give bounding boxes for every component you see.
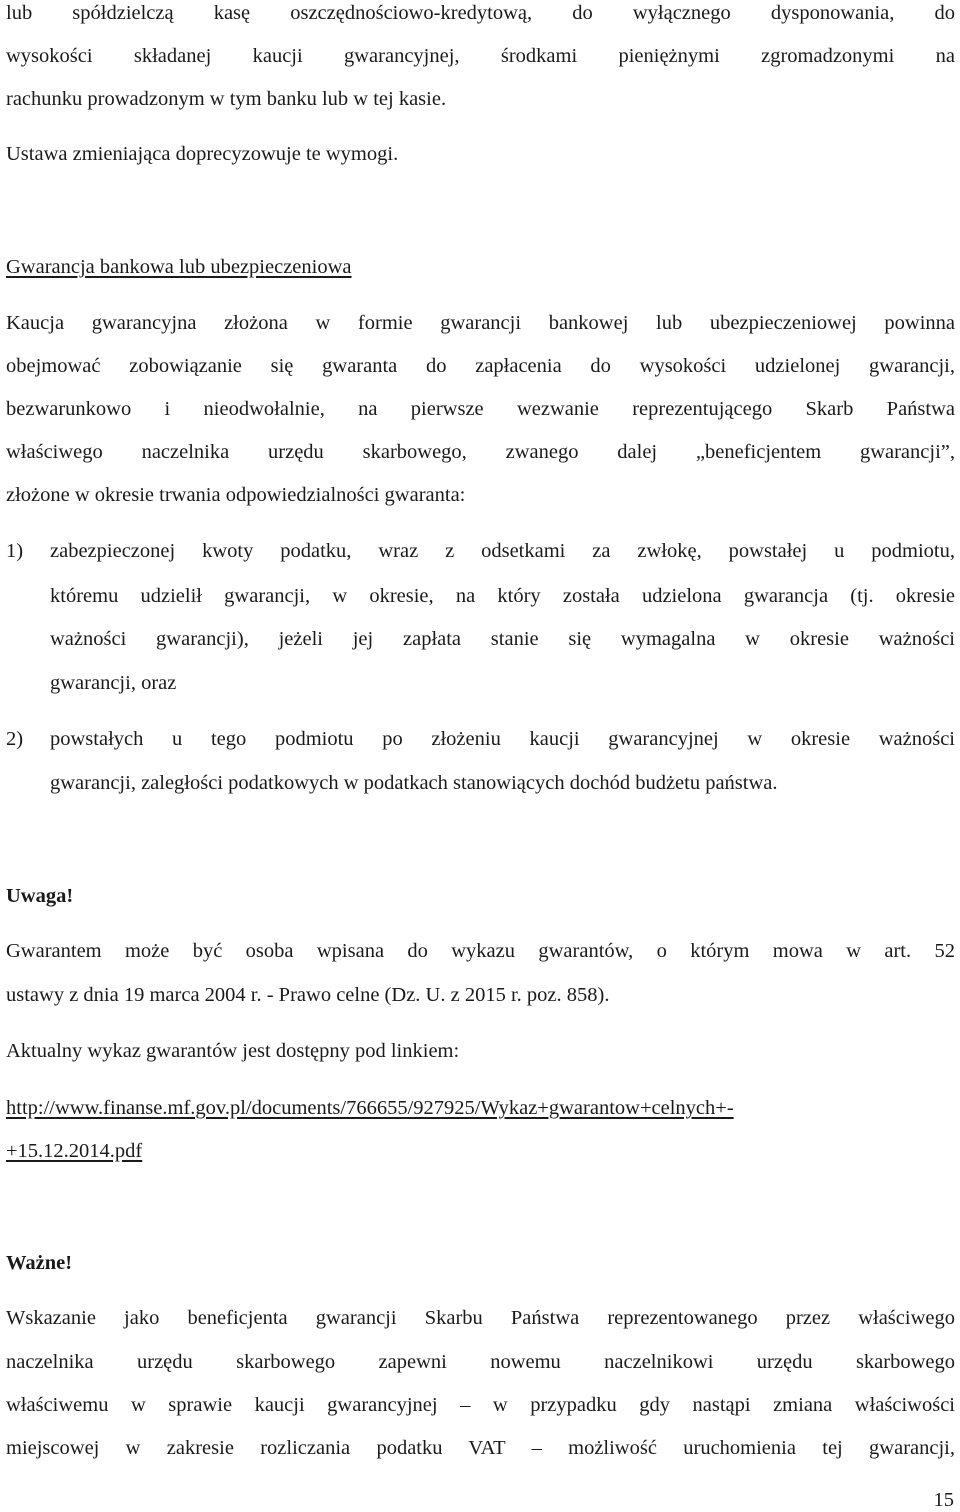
list-item-1-line-2: któremu udzielił gwarancji, w okresie, na który została udzielona gwarancja (tj. okresie	[50, 585, 955, 607]
list-item-2-line-1: powstałych u tego podmiotu po złożeniu kaucji gwarancyjnej w okresie ważności	[50, 728, 955, 750]
paragraph-line-1: Kaucja gwarancyjna złożona w formie gwarancji bankowej lub ubezpieczeniowej powinna	[6, 312, 955, 334]
guarantor-list-link-line-2[interactable]: +15.12.2014.pdf	[6, 1140, 143, 1162]
wazne-line-3: właściwemu w sprawie kaucji gwarancyjnej – w przypadku gdy nastąpi zmiana właściwości	[6, 1394, 955, 1416]
wazne-line-1: Wskazanie jako beneficjenta gwarancji Skarbu Państwa reprezentowanego przez właściwego	[6, 1307, 955, 1329]
intro-note: Ustawa zmieniająca doprecyzowuje te wymogi.	[6, 143, 399, 165]
wazne-title: Ważne!	[6, 1252, 73, 1274]
list-item-2-number: 2)	[6, 728, 24, 750]
uwaga-link-intro: Aktualny wykaz gwarantów jest dostępny pod linkiem:	[6, 1040, 460, 1062]
intro-line-3: rachunku prowadzonym w tym banku lub w tej kasie.	[6, 88, 447, 110]
paragraph-line-4: właściwego naczelnika urzędu skarbowego, zwanego dalej „beneficjentem gwarancji”,	[6, 441, 955, 463]
guarantor-list-link-cont[interactable]	[6, 1139, 955, 1163]
paragraph-line-5: złożone w okresie trwania odpowiedzialności gwaranta:	[6, 484, 466, 506]
uwaga-title: Uwaga!	[6, 885, 74, 907]
guarantor-list-link[interactable]	[6, 1096, 955, 1120]
intro-line-2: wysokości składanej kaucji gwarancyjnej, środkami pieniężnymi zgromadzonymi na	[6, 45, 955, 67]
uwaga-line-2: ustawy z dnia 19 marca 2004 r. - Prawo celne (Dz. U. z 2015 r. poz. 858).	[6, 984, 610, 1006]
list-item-1-number: 1)	[6, 540, 24, 562]
wazne-line-2: naczelnika urzędu skarbowego zapewni nowemu naczelnikowi urzędu skarbowego	[6, 1351, 955, 1373]
list-item-1-line-4: gwarancji, oraz	[50, 672, 177, 694]
paragraph-line-3: bezwarunkowo i nieodwołalnie, na pierwsze wezwanie reprezentującego Skarb Państwa	[6, 398, 955, 420]
list-item-1-line-3: ważności gwarancji), jeżeli jej zapłata stanie się wymagalna w okresie ważności	[50, 628, 955, 650]
section-heading: Gwarancja bankowa lub ubezpieczeniowa	[6, 256, 352, 278]
page-number: 15	[933, 1489, 954, 1511]
guarantor-list-link-line-1[interactable]: http://www.finanse.mf.gov.pl/documents/766655/927925/Wykaz+gwarantow+celnych+-	[6, 1097, 734, 1119]
list-item-1-line-1: zabezpieczonej kwoty podatku, wraz z odsetkami za zwłokę, powstałej u podmiotu,	[50, 540, 955, 562]
uwaga-line-1: Gwarantem może być osoba wpisana do wykazu gwarantów, o którym mowa w art. 52	[6, 940, 955, 962]
list-item-2-line-2: gwarancji, zaległości podatkowych w podatkach stanowiących dochód budżetu państwa.	[50, 772, 778, 794]
paragraph-line-2: obejmować zobowiązanie się gwaranta do zapłacenia do wysokości udzielonej gwarancji,	[6, 355, 955, 377]
intro-line-1: lub spółdzielczą kasę oszczędnościowo-kredytową, do wyłącznego dysponowania, do	[6, 2, 955, 24]
wazne-line-4: miejscowej w zakresie rozliczania podatku VAT – możliwość uruchomienia tej gwarancji,	[6, 1437, 955, 1459]
